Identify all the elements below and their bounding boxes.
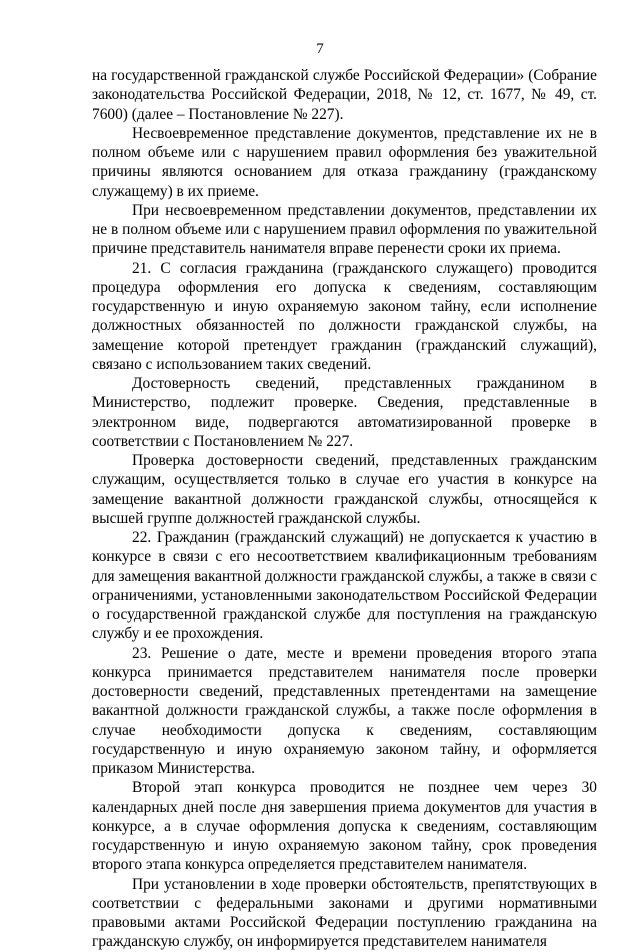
- paragraph-continuation: на государственной гражданской службе Российской Федерации» (Собрание законодательства Российской Федерации, 2018, № 12, ст. 1677, № 49, ст. 7600) (далее – Постановление № 227).: [92, 67, 597, 123]
- paragraph-item-23: 23. Решение о дате, месте и времени проведения второго этапа конкурса принимается представителем нанимателя после проверки достоверности сведений, представленных претендентами на замещение вакантной должности гражданской службы, а также после оформления в случае необходимости допуска к сведениям, составляющим государственную и иную охраняемую законом тайну, и оформляется приказом Министерства.: [92, 644, 597, 777]
- paragraph-item-22: 22. Гражданин (гражданский служащий) не допускается к участию в конкурсе в связи с его несоответствием квалификационным требованиям для замещения вакантной должности гражданской службы, а также в связи с ограничениями, установленными законодательством Российской Федерации о государственной гражданской службе для поступления на гражданскую службу и ее прохождения.: [92, 529, 597, 643]
- document-body: [92, 66, 597, 952]
- page-number: 7: [316, 41, 324, 57]
- paragraph-item-21: 21. С согласия гражданина (гражданского служащего) проводится процедура оформления его допуска к сведениям, составляющим государственную и иную охраняемую законом тайну, если исполнение должностных обязанностей по должности гражданской службы, на замещение которой претендует гражданин (гражданский служащий), связано с использованием таких сведений.: [92, 259, 597, 373]
- paragraph: При установлении в ходе проверки обстоятельств, препятствующих в соответствии с федеральными законами и другими нормативными правовыми актами Российской Федерации поступлению гражданина на гражданскую службу, он информируется представителем нанимателя: [92, 875, 597, 951]
- paragraph: Проверка достоверности сведений, представленных гражданским служащим, осуществляется только в случае его участия в конкурсе на замещение вакантной должности гражданской службы, относящейся к высшей группе должностей гражданской службы.: [92, 452, 597, 527]
- paragraph: Достоверность сведений, представленных гражданином в Министерство, подлежит проверке. Сведения, представленные в электронном виде, подвергаются автоматизированной проверке в соответствии с Постановлением № 227.: [92, 375, 597, 450]
- paragraph: При несвоевременном представлении документов, представлении их не в полном объеме или с нарушением правил оформления по уважительной причине представитель нанимателя вправе перенести сроки их приема.: [92, 201, 597, 258]
- paragraph: Второй этап конкурса проводится не позднее чем через 30 календарных дней после дня завершения приема документов для участия в конкурсе, а в случае оформления допуска к сведениям, составляющим государственную и иную охраняемую законом тайну, срок проведения второго этапа конкурса определяется представителем нанимателя.: [92, 779, 597, 874]
- paragraph: Несвоевременное представление документов, представление их не в полном объеме или с нарушением правил оформления без уважительной причины являются основанием для отказа гражданину (гражданскому служащему) в их приеме.: [92, 124, 597, 200]
